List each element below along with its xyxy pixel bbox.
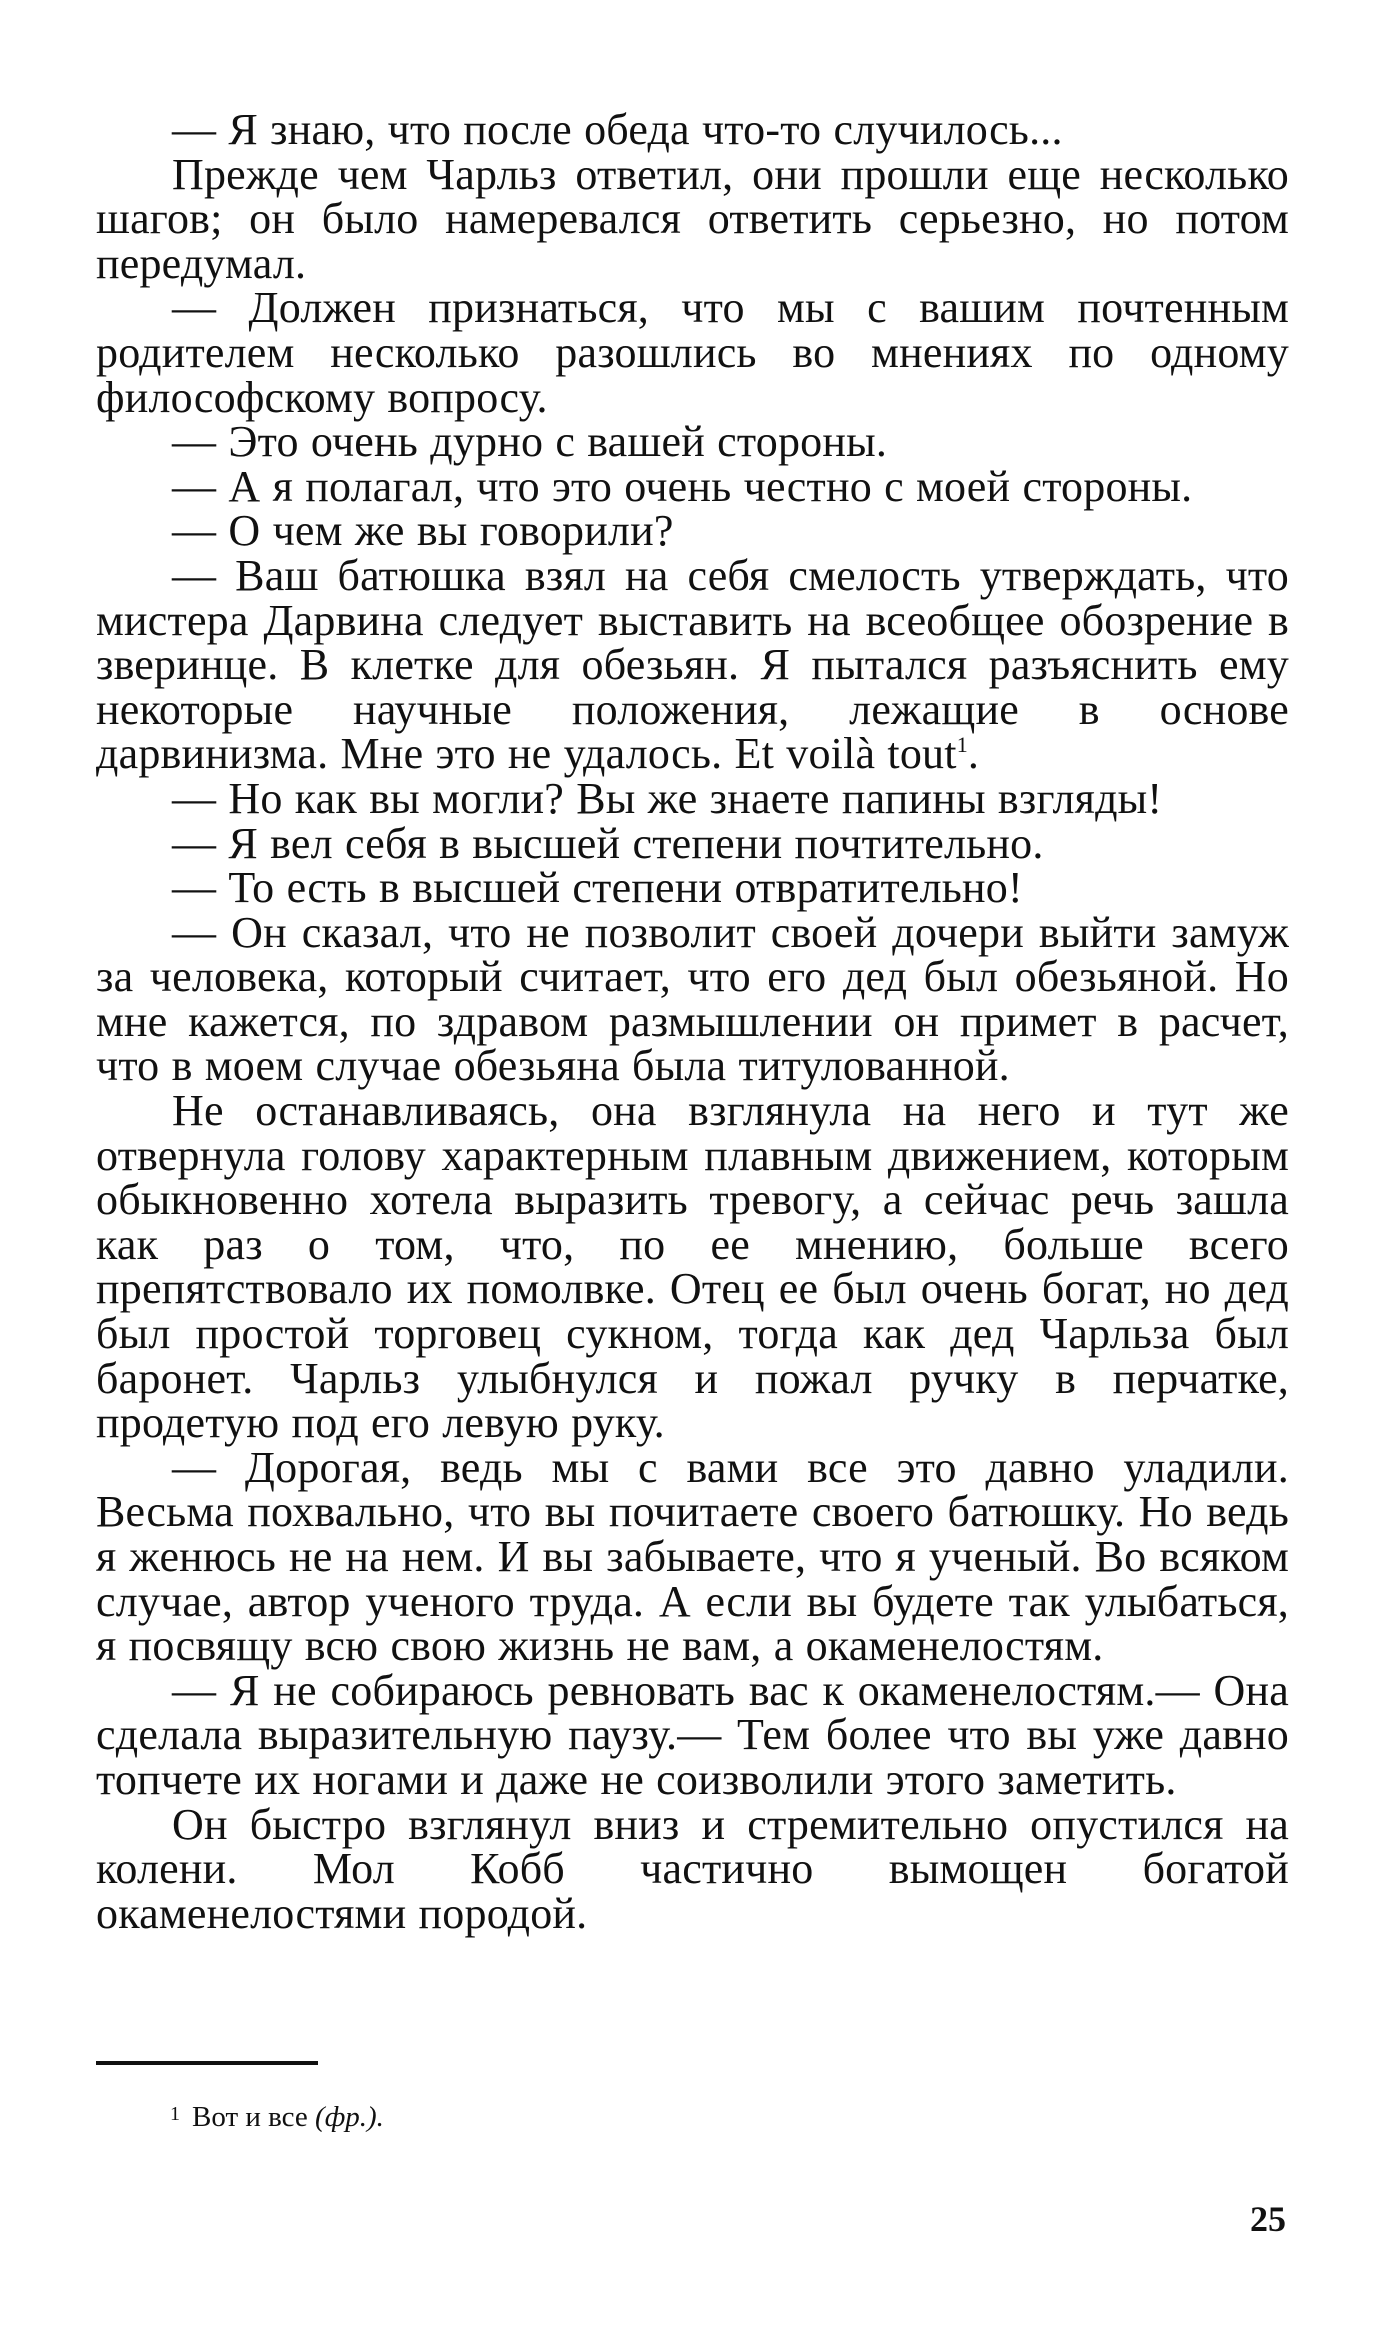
footnote-reference: 1 — [956, 732, 968, 758]
paragraph-9: — Я вел себя в высшей степени почтительно. — [172, 818, 1044, 868]
paragraph-1: — Я знаю, что после обеда что-то случилось... — [172, 105, 1063, 154]
paragraph-7-tail: . — [967, 729, 980, 779]
page-number: 25 — [1250, 2199, 1286, 2239]
paragraph-7-text: — Ваш батюшка взял на себя смелость утверждать, что мистера Дарвина следует выставить на всеобщее обозрение в зверинце. В клетке для обезьян. Я пытался разъяснить ему некоторые научные положения, лежащие в основе дарвинизма. Мне это не удалось. Et voilà tout — [96, 550, 1289, 779]
paragraph-5: — А я полагал, что это очень честно с моей стороны. — [172, 461, 1193, 511]
paragraph-7 — [96, 550, 1289, 779]
footnote — [170, 2098, 384, 2133]
paragraph-12: Не останавливаясь, она взглянула на него и тут же отвернула голову характерным плавным движением, которым обыкновенно хотела выразить тревогу, а сейчас речь зашла как раз о том, что, по ее мнению, больше всего препятствовало их помолвке. Отец ее был очень богат, но дед был простой торговец сукном, тогда как дед Чарльза был баронет. Чарльз улыбнулся и пожал ручку в перчатке, продетую под его левую руку. — [96, 1086, 1289, 1448]
paragraph-15: Он быстро взглянул вниз и стремительно опустился на колени. Мол Кобб частично вымощен богатой окаменелостями породой. — [96, 1799, 1289, 1938]
paragraph-13: — Дорогая, ведь мы с вами все это давно уладили. Весьма похвально, что вы почитаете своего батюшку. Но ведь я женюсь не на нем. И вы забываете, что я ученый. Во всяком случае, автор ученого труда. А если вы будете так улыбаться, я посвящу всю свою жизнь не вам, а окаменелостям. — [96, 1442, 1289, 1671]
footnote-text: Вот и все — [192, 2101, 308, 2133]
footnote-divider — [96, 2061, 318, 2065]
paragraph-8: — Но как вы могли? Вы же знаете папины взгляды! — [172, 773, 1163, 823]
paragraph-2: Прежде чем Чарльз ответил, они прошли еще несколько шагов; он было намеревался ответить серьезно, но потом передумал. — [96, 149, 1289, 288]
footnote-number: 1 — [170, 2103, 180, 2125]
footnote-language: (фр.). — [315, 2101, 384, 2133]
page-body — [96, 105, 1289, 1938]
paragraph-10: — То есть в высшей степени отвратительно! — [172, 863, 1023, 913]
paragraph-14: — Я не собираюсь ревновать вас к окаменелостям.— Она сделала выразительную паузу.— Тем более что вы уже давно топчете их ногами и даже не соизволили этого заметить. — [96, 1665, 1289, 1804]
paragraph-4: — Это очень дурно с вашей стороны. — [172, 417, 888, 467]
paragraph-3: — Должен признаться, что мы с вашим почтенным родителем несколько разошлись во мнениях по одному философскому вопросу. — [96, 283, 1289, 422]
paragraph-11: — Он сказал, что не позволит своей дочери выйти замуж за человека, который считает, что его дед был обезьяной. Но мне кажется, по здравом размышлении он примет в расчет, что в моем случае обезьяна была титулованной. — [96, 907, 1289, 1091]
paragraph-6: — О чем же вы говорили? — [172, 506, 674, 556]
